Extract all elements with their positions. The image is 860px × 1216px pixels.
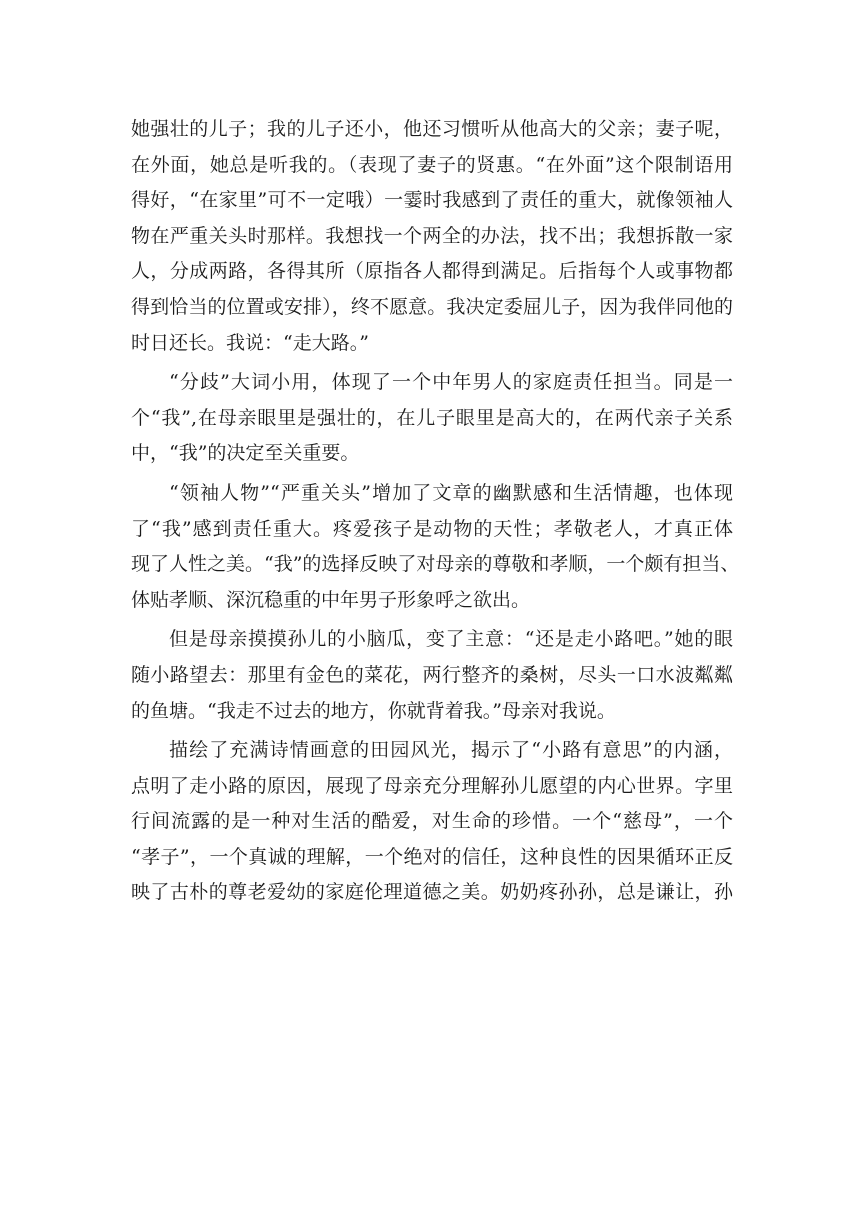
- text-line: 点明了走小路的原因，展现了母亲充分理解孙儿愿望的内心世界。字里: [131, 774, 733, 797]
- paragraph: [131, 622, 733, 729]
- paragraph: [131, 365, 733, 472]
- paragraph: [131, 733, 733, 911]
- text-line: “领袖人物”“严重关头”增加了文章的幽默感和生活情趣，也体现: [169, 481, 733, 504]
- text-line: 描绘了充满诗情画意的田园风光，揭示了“小路有意思”的内涵，: [169, 739, 733, 762]
- text-line: 得到恰当的位置或安排），终不愿意。我决定委屈儿子，因为我伴同他的: [131, 295, 733, 318]
- paragraph: [131, 112, 733, 361]
- text-line: 人，分成两路，各得其所（原指各人都得到满足。后指每个人或事物都: [131, 260, 733, 283]
- text-line: 随小路望去：那里有金色的菜花，两行整齐的桑树，尽头一口水波粼粼: [131, 663, 733, 686]
- text-line: “分歧”大词小用，体现了一个中年男人的家庭责任担当。同是一: [169, 371, 733, 394]
- text-line: 但是母亲摸摸孙儿的小脑瓜，变了主意：“还是走小路吧。”她的眼: [169, 628, 733, 651]
- text-line: 得好，“在家里”可不一定哦）一霎时我感到了责任的重大，就像领袖人: [131, 189, 733, 212]
- document-body: [131, 112, 740, 911]
- text-line: 的鱼塘。“我走不过去的地方，你就背着我。”母亲对我说。: [131, 699, 616, 722]
- text-line: 在外面，她总是听我的。（表现了妻子的贤惠。“在外面”这个限制语用: [131, 153, 733, 176]
- text-line: 映了古朴的尊老爱幼的家庭伦理道德之美。奶奶疼孙孙，总是谦让，孙: [131, 881, 733, 904]
- text-line: 物在严重关头时那样。我想找一个两全的办法，找不出；我想拆散一家: [131, 224, 733, 247]
- text-line: 个“我”,在母亲眼里是强壮的，在儿子眼里是高大的，在两代亲子关系: [131, 406, 733, 429]
- text-line: 行间流露的是一种对生活的酷爱，对生命的珍惜。一个“慈母”，一个: [131, 810, 733, 833]
- paragraph: [131, 476, 740, 618]
- text-line: 中，“我”的决定至关重要。: [131, 442, 360, 465]
- text-line: 现了人性之美。“我”的选择反映了对母亲的尊敬和孝顺，一个颇有担当、: [131, 553, 740, 576]
- text-line: “孝子”，一个真诚的理解，一个绝对的信任，这种良性的因果循环正反: [131, 845, 733, 868]
- text-line: 她强壮的儿子；我的儿子还小，他还习惯听从他高大的父亲；妻子呢，: [131, 118, 733, 140]
- text-line: 了“我”感到责任重大。疼爱孩子是动物的天性；孝敬老人，才真正体: [131, 517, 733, 540]
- text-line: 时日还长。我说：“走大路。”: [131, 331, 369, 354]
- text-line: 体贴孝顺、深沉稳重的中年男子形象呼之欲出。: [131, 588, 531, 611]
